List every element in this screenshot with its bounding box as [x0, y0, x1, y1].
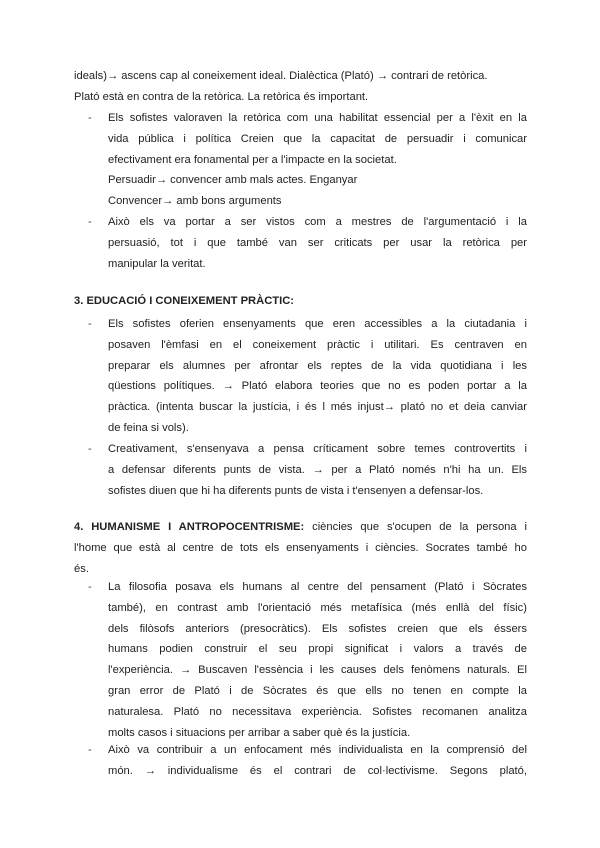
text-line: Això els va portar a ser vistos com a mestres de l'argumentació i la: [108, 216, 527, 228]
text-line: de feina si vols).: [108, 421, 189, 434]
text-fragment: ciències que s'ocupen de la persona i: [304, 521, 527, 533]
text-line: és.: [74, 562, 89, 575]
text-line: sofistes diuen que hi ha diferents punts de vista i t'ensenyen a defensar-los.: [108, 484, 484, 497]
bullet-dash: -: [88, 443, 92, 455]
text-line: pràctica. (intenta buscar la justícia, i és l més injust→ plató no et deia canviar: [108, 401, 527, 414]
text-line: manipular la veritat.: [108, 257, 206, 270]
intro-paragraph: [74, 66, 527, 108]
text-line: molts casos i situacions per arribar a saber què és la justícia.: [108, 726, 411, 739]
text-line: món. → individualisme és el contrari de col·lectivisme. Segons plató,: [108, 764, 527, 777]
text-line: La filosofia posava els humans al centre del pensament (Plató i Sòcrates: [108, 581, 527, 593]
text-line: efectivament era fonamental per a l'impacte en la societat.: [108, 153, 397, 166]
bullet-dash: -: [88, 581, 92, 593]
text-line: preparar els alumnes per afrontar els reptes de la vida quotidiana i les: [108, 359, 527, 372]
text-line: Creativament, s'ensenyava a pensa críticament sobre temes controvertits i: [108, 443, 527, 455]
bullet-dash: -: [88, 112, 92, 124]
text-line: naturalesa. Plató no necessitava experiència. Sofistes recomanen analitza: [108, 705, 527, 718]
text-line: l'experiència. → Buscaven l'essència i les causes dels fenòmens naturals. El: [108, 664, 527, 677]
list-item: [108, 740, 527, 782]
text-line: ideals)→ ascens cap al coneixement ideal. Dialèctica (Plató) → contrari de retòrica.: [74, 70, 488, 82]
text-line: qüestions polítiques. → Plató elabora teories que no es poden portar a la: [108, 380, 527, 393]
list-item: [108, 108, 527, 212]
bullet-dash: -: [88, 318, 92, 330]
section-heading: 4. HUMANISME I ANTROPOCENTRISME:: [74, 521, 305, 533]
text-line: l'home que està al centre de tots els ensenyaments i ciències. Socrates també ho: [74, 541, 527, 554]
text-line: a defensar diferents punts de vista. → per a Plató només n'hi ha un. Els: [108, 463, 527, 476]
text-line: Els sofistes valoraven la retòrica com una habilitat essencial per a l'èxit en la: [108, 112, 527, 124]
bullet-dash: -: [88, 216, 92, 228]
text-line: posaven l'èmfasi en el coneixement pràctic i utilitari. Es centraven en: [108, 338, 527, 351]
text-line: Convencer→ amb bons arguments: [108, 195, 282, 208]
text-line: humans podien construir el seu propi significat i valors a través de: [108, 643, 527, 656]
section4-intro: [74, 517, 527, 579]
list-item: [108, 212, 527, 274]
bullet-dash: -: [88, 744, 92, 756]
list-item: [108, 439, 527, 501]
text-line: Persuadir→ convencer amb mals actes. Enganyar: [108, 174, 358, 187]
text-line: Plató està en contra de la retòrica. La retòrica és important.: [74, 90, 369, 103]
text-line: també), en contrast amb l'orientació més metafísica (més enllà del físic): [108, 601, 527, 614]
text-line: gran error de Plató i de Sòcrates és que ells no tenen en compte la: [108, 684, 527, 697]
text-line: dels filòsofs anteriors (presocràtics). Els sofistes creien que els éssers: [108, 622, 527, 635]
list-item: [108, 577, 527, 743]
text-line: Això va contribuir a un enfocament més individualista en la comprensió del: [108, 744, 527, 756]
list-item: [108, 314, 527, 439]
section-heading: 3. EDUCACIÓ I CONEIXEMENT PRÀCTIC:: [74, 295, 295, 307]
text-line: vida pública i política Creien que la capacitat de persuadir i comunicar: [108, 132, 527, 145]
text-line: Els sofistes oferien ensenyaments que eren accessibles a la ciutadania i: [108, 318, 527, 330]
text-line: persuasió, tot i que també van ser criticats per usar la retòrica per: [108, 236, 527, 249]
text-line: [74, 517, 527, 538]
